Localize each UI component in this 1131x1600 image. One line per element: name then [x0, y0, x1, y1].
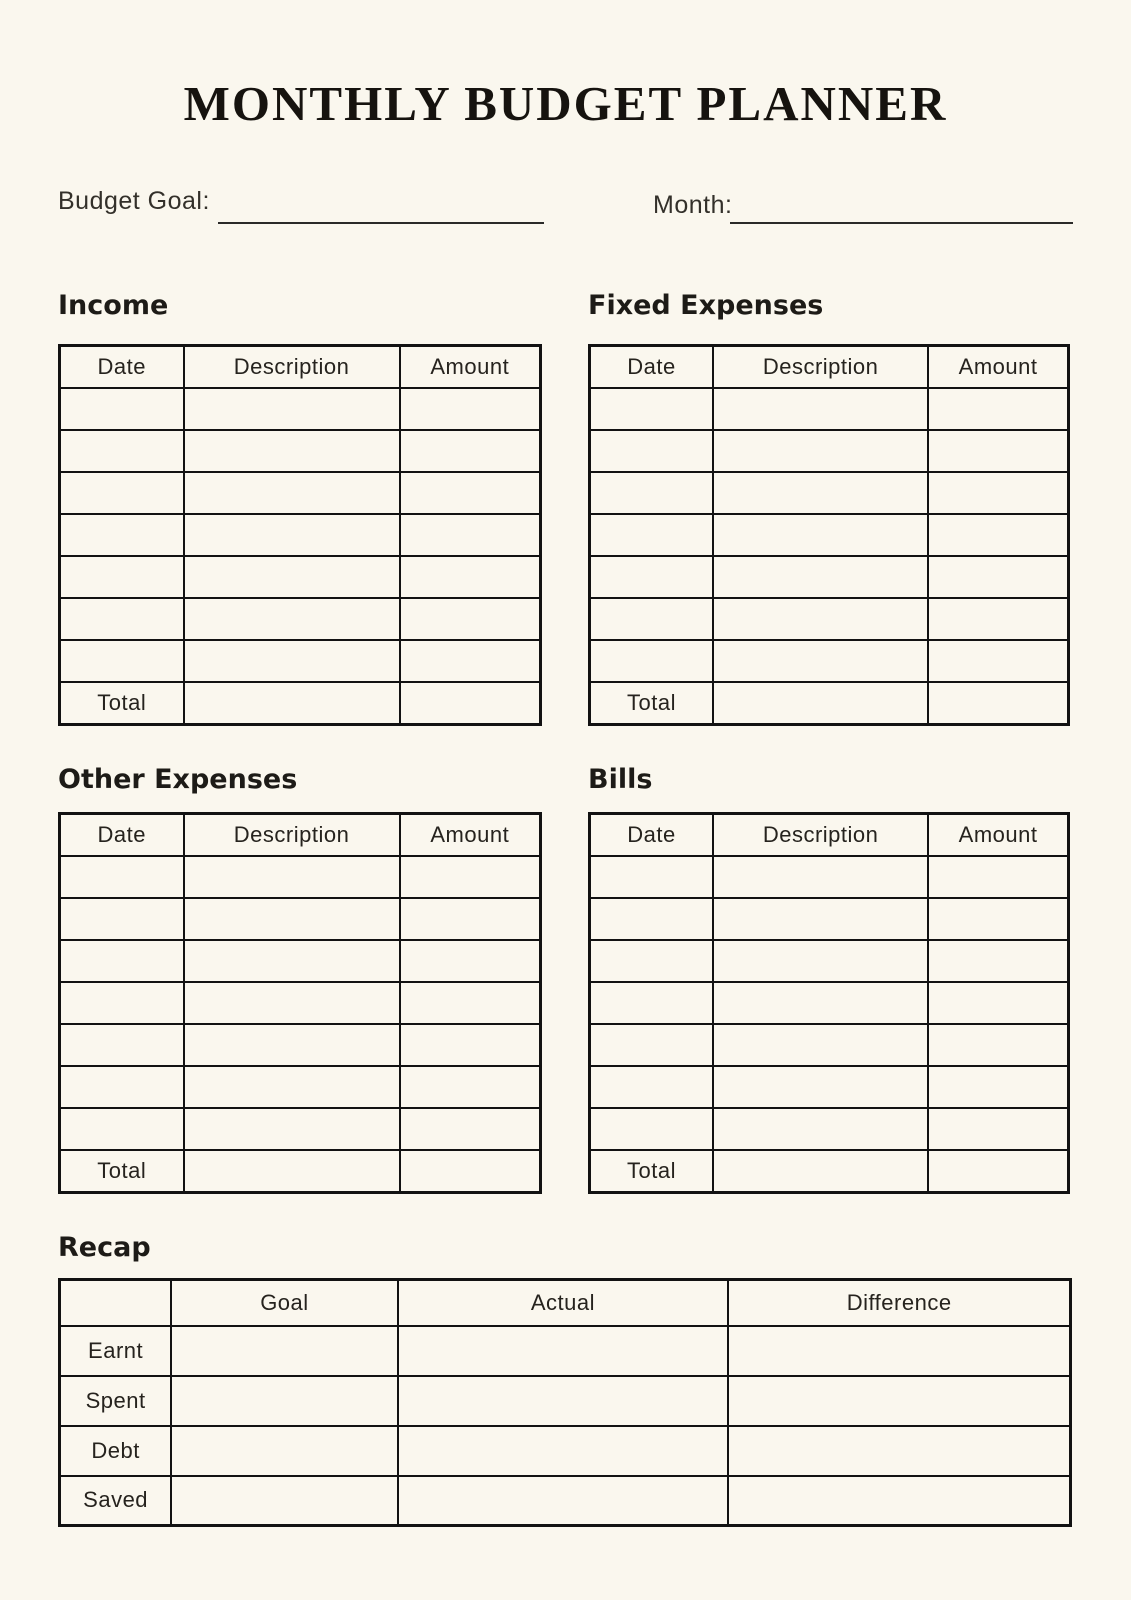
- empty-cell[interactable]: [400, 514, 541, 556]
- empty-cell[interactable]: [928, 982, 1068, 1024]
- empty-cell[interactable]: [590, 556, 714, 598]
- month-field[interactable]: [730, 196, 1073, 224]
- empty-row: [60, 1108, 541, 1150]
- empty-cell[interactable]: [60, 514, 184, 556]
- recap-row-label: Debt: [60, 1426, 172, 1476]
- column-header-description: Description: [713, 814, 928, 856]
- section-title-other-expenses: Other Expenses: [58, 764, 298, 795]
- empty-row: [60, 640, 541, 682]
- column-header-date: Date: [60, 814, 184, 856]
- total-label: Total: [590, 1150, 714, 1193]
- total-description-cell[interactable]: [184, 1150, 400, 1193]
- empty-cell[interactable]: [590, 940, 714, 982]
- empty-cell[interactable]: [713, 1108, 928, 1150]
- column-header-date: Date: [590, 814, 714, 856]
- empty-row: [590, 640, 1069, 682]
- bills-table: [588, 812, 1070, 1194]
- recap-row-label: Saved: [60, 1476, 172, 1526]
- empty-row: [60, 1024, 541, 1066]
- empty-cell[interactable]: [713, 472, 928, 514]
- empty-cell[interactable]: [928, 856, 1068, 898]
- column-header-date: Date: [60, 346, 184, 388]
- empty-cell[interactable]: [590, 430, 714, 472]
- header-row: [60, 1280, 1071, 1326]
- empty-cell[interactable]: [184, 1108, 400, 1150]
- section-title-bills: Bills: [588, 764, 653, 795]
- empty-cell[interactable]: [400, 388, 541, 430]
- empty-row: [60, 388, 541, 430]
- section-title-income: Income: [58, 290, 169, 321]
- empty-cell[interactable]: [928, 1108, 1068, 1150]
- empty-row: [60, 556, 541, 598]
- empty-cell[interactable]: [713, 514, 928, 556]
- empty-cell[interactable]: [60, 982, 184, 1024]
- total-description-cell[interactable]: [713, 1150, 928, 1193]
- empty-cell[interactable]: [590, 898, 714, 940]
- total-row: [590, 682, 1069, 725]
- empty-cell[interactable]: [590, 1108, 714, 1150]
- recap-difference-cell[interactable]: [728, 1376, 1070, 1426]
- empty-cell[interactable]: [590, 514, 714, 556]
- total-description-cell[interactable]: [184, 682, 400, 725]
- empty-row: [60, 598, 541, 640]
- empty-cell[interactable]: [713, 898, 928, 940]
- empty-cell[interactable]: [928, 430, 1068, 472]
- empty-cell[interactable]: [400, 430, 541, 472]
- empty-row: [590, 1108, 1069, 1150]
- empty-cell[interactable]: [400, 1024, 541, 1066]
- empty-cell[interactable]: [184, 856, 400, 898]
- empty-row: [60, 514, 541, 556]
- empty-cell[interactable]: [184, 640, 400, 682]
- empty-cell[interactable]: [713, 430, 928, 472]
- total-label: Total: [590, 682, 714, 725]
- recap-goal-cell[interactable]: [171, 1326, 397, 1376]
- recap-table: [58, 1278, 1072, 1527]
- empty-cell[interactable]: [928, 598, 1068, 640]
- empty-cell[interactable]: [60, 388, 184, 430]
- empty-cell[interactable]: [590, 640, 714, 682]
- empty-cell[interactable]: [928, 514, 1068, 556]
- empty-cell[interactable]: [400, 598, 541, 640]
- total-label: Total: [60, 682, 184, 725]
- empty-cell[interactable]: [928, 472, 1068, 514]
- section-title-recap: Recap: [58, 1232, 151, 1263]
- empty-row: [590, 598, 1069, 640]
- total-row: [60, 1150, 541, 1193]
- total-row: [590, 1150, 1069, 1193]
- total-amount-cell[interactable]: [928, 682, 1068, 725]
- empty-cell[interactable]: [60, 856, 184, 898]
- header-row: [590, 346, 1069, 388]
- column-header-amount: Amount: [400, 346, 541, 388]
- empty-cell[interactable]: [400, 898, 541, 940]
- empty-cell[interactable]: [713, 982, 928, 1024]
- empty-cell[interactable]: [400, 856, 541, 898]
- empty-cell[interactable]: [713, 388, 928, 430]
- recap-row-label: Spent: [60, 1376, 172, 1426]
- column-header-amount: Amount: [928, 814, 1068, 856]
- empty-cell[interactable]: [184, 898, 400, 940]
- empty-cell[interactable]: [400, 472, 541, 514]
- empty-row: [590, 982, 1069, 1024]
- budget-goal-field[interactable]: [218, 196, 544, 224]
- empty-cell[interactable]: [60, 1024, 184, 1066]
- empty-row: [60, 982, 541, 1024]
- recap-row-spent: [60, 1376, 1071, 1426]
- recap-goal-cell[interactable]: [171, 1426, 397, 1476]
- header-row: [60, 814, 541, 856]
- empty-cell[interactable]: [184, 472, 400, 514]
- empty-cell[interactable]: [713, 1024, 928, 1066]
- recap-actual-cell[interactable]: [398, 1326, 729, 1376]
- recap-goal-cell[interactable]: [171, 1376, 397, 1426]
- recap-row-label: Earnt: [60, 1326, 172, 1376]
- empty-cell[interactable]: [928, 1024, 1068, 1066]
- empty-cell[interactable]: [60, 898, 184, 940]
- empty-row: [60, 856, 541, 898]
- column-header-difference: Difference: [728, 1280, 1070, 1326]
- total-description-cell[interactable]: [713, 682, 928, 725]
- empty-cell[interactable]: [590, 982, 714, 1024]
- page-title: MONTHLY BUDGET PLANNER: [183, 76, 948, 131]
- recap-actual-cell[interactable]: [398, 1476, 729, 1526]
- empty-cell[interactable]: [713, 598, 928, 640]
- empty-cell[interactable]: [590, 1066, 714, 1108]
- empty-cell[interactable]: [590, 598, 714, 640]
- empty-cell[interactable]: [713, 856, 928, 898]
- empty-cell[interactable]: [184, 514, 400, 556]
- column-header-description: Description: [184, 814, 400, 856]
- empty-row: [60, 898, 541, 940]
- recap-goal-cell[interactable]: [171, 1476, 397, 1526]
- empty-cell[interactable]: [60, 940, 184, 982]
- empty-cell[interactable]: [928, 940, 1068, 982]
- budget-goal-label: Budget Goal:: [58, 187, 210, 215]
- recap-row-debt: [60, 1426, 1071, 1476]
- empty-cell[interactable]: [184, 1024, 400, 1066]
- total-label: Total: [60, 1150, 184, 1193]
- recap-row-saved: [60, 1476, 1071, 1526]
- column-header-date: Date: [590, 346, 714, 388]
- empty-cell[interactable]: [928, 1066, 1068, 1108]
- empty-cell[interactable]: [713, 640, 928, 682]
- empty-cell[interactable]: [928, 898, 1068, 940]
- empty-cell[interactable]: [60, 430, 184, 472]
- empty-cell[interactable]: [184, 1066, 400, 1108]
- empty-cell[interactable]: [60, 556, 184, 598]
- empty-cell[interactable]: [400, 982, 541, 1024]
- empty-row: [590, 898, 1069, 940]
- empty-cell[interactable]: [928, 388, 1068, 430]
- total-amount-cell[interactable]: [400, 682, 541, 725]
- column-header-description: Description: [713, 346, 928, 388]
- recap-difference-cell[interactable]: [728, 1326, 1070, 1376]
- empty-cell[interactable]: [928, 556, 1068, 598]
- empty-row: [590, 514, 1069, 556]
- recap-row-earnt: [60, 1326, 1071, 1376]
- empty-cell[interactable]: [60, 472, 184, 514]
- recap-corner-cell: [60, 1280, 172, 1326]
- empty-row: [590, 556, 1069, 598]
- section-title-fixed-expenses: Fixed Expenses: [588, 290, 824, 321]
- empty-cell[interactable]: [400, 556, 541, 598]
- total-amount-cell[interactable]: [928, 1150, 1068, 1193]
- total-amount-cell[interactable]: [400, 1150, 541, 1193]
- empty-row: [590, 940, 1069, 982]
- total-row: [60, 682, 541, 725]
- empty-cell[interactable]: [184, 982, 400, 1024]
- empty-row: [60, 940, 541, 982]
- recap-difference-cell[interactable]: [728, 1476, 1070, 1526]
- empty-row: [590, 1066, 1069, 1108]
- empty-row: [60, 430, 541, 472]
- empty-row: [60, 1066, 541, 1108]
- empty-cell[interactable]: [928, 640, 1068, 682]
- other-expenses-table: [58, 812, 542, 1194]
- empty-cell[interactable]: [590, 856, 714, 898]
- recap-actual-cell[interactable]: [398, 1376, 729, 1426]
- empty-row: [590, 388, 1069, 430]
- empty-row: [590, 472, 1069, 514]
- header-row: [60, 346, 541, 388]
- empty-cell[interactable]: [713, 940, 928, 982]
- empty-cell[interactable]: [400, 1108, 541, 1150]
- column-header-actual: Actual: [398, 1280, 729, 1326]
- empty-cell[interactable]: [590, 388, 714, 430]
- empty-row: [590, 1024, 1069, 1066]
- column-header-goal: Goal: [171, 1280, 397, 1326]
- empty-cell[interactable]: [184, 388, 400, 430]
- empty-cell[interactable]: [400, 1066, 541, 1108]
- empty-cell[interactable]: [713, 1066, 928, 1108]
- empty-row: [60, 472, 541, 514]
- empty-cell[interactable]: [184, 940, 400, 982]
- empty-cell[interactable]: [60, 1066, 184, 1108]
- empty-cell[interactable]: [184, 598, 400, 640]
- empty-cell[interactable]: [590, 472, 714, 514]
- recap-actual-cell[interactable]: [398, 1426, 729, 1476]
- empty-cell[interactable]: [60, 640, 184, 682]
- empty-cell[interactable]: [713, 556, 928, 598]
- column-header-description: Description: [184, 346, 400, 388]
- column-header-amount: Amount: [400, 814, 541, 856]
- empty-cell[interactable]: [60, 598, 184, 640]
- empty-cell[interactable]: [590, 1024, 714, 1066]
- empty-cell[interactable]: [184, 556, 400, 598]
- recap-difference-cell[interactable]: [728, 1426, 1070, 1476]
- empty-row: [590, 856, 1069, 898]
- header-row: [590, 814, 1069, 856]
- month-label: Month:: [653, 191, 733, 219]
- empty-cell[interactable]: [60, 1108, 184, 1150]
- empty-row: [590, 430, 1069, 472]
- empty-cell[interactable]: [400, 940, 541, 982]
- empty-cell[interactable]: [184, 430, 400, 472]
- income-table: [58, 344, 542, 726]
- column-header-amount: Amount: [928, 346, 1068, 388]
- fixed-expenses-table: [588, 344, 1070, 726]
- empty-cell[interactable]: [400, 640, 541, 682]
